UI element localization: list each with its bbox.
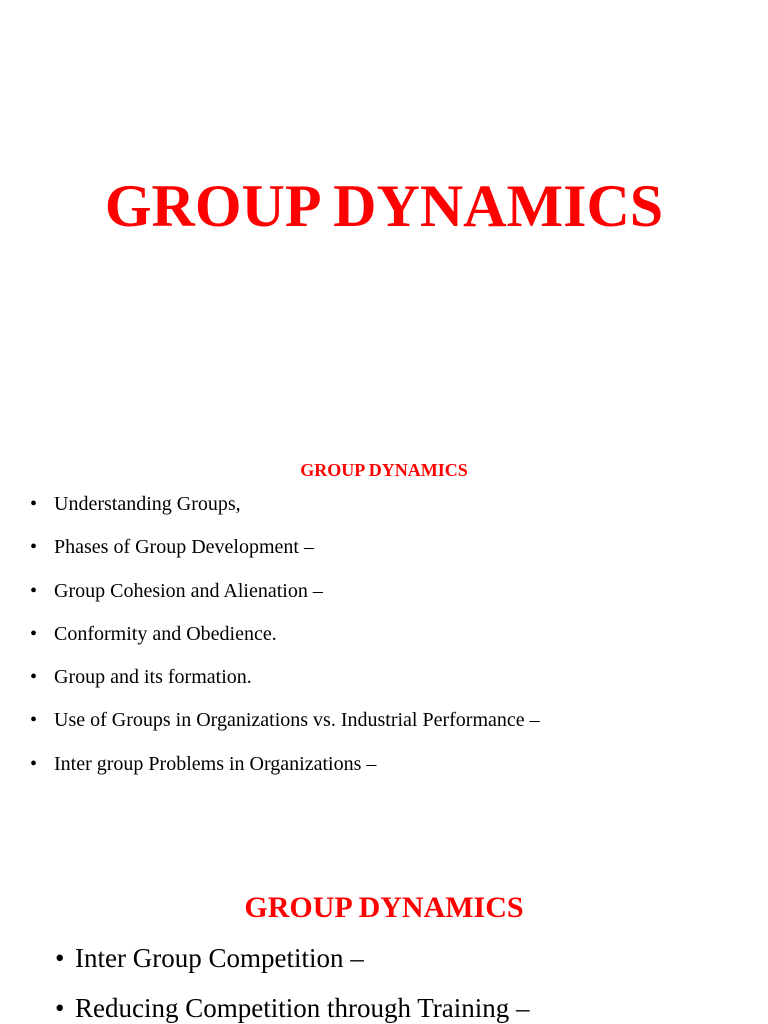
list-item: [30, 706, 540, 749]
slide-title: [0, 0, 768, 420]
list-item-text: Reducing Competition through Training –: [75, 993, 530, 1023]
bullet-icon: •: [30, 752, 38, 775]
list-item-text: Phases of Group Development –: [54, 536, 314, 559]
list-item: [30, 663, 540, 706]
list-item-text: Inter group Problems in Organizations –: [54, 752, 377, 775]
slide-topics: [0, 420, 768, 840]
slide-competition: [0, 840, 768, 1024]
list-item: [30, 533, 540, 576]
list-item: [55, 940, 530, 990]
slide-1-title: GROUP DYNAMICS: [104, 173, 664, 239]
bullet-icon: •: [30, 622, 38, 645]
list-item-text: Conformity and Obedience.: [54, 622, 277, 645]
bullet-icon: •: [55, 943, 65, 973]
list-item-text: Group Cohesion and Alienation –: [54, 579, 323, 602]
list-item: [30, 620, 540, 663]
bullet-icon: •: [55, 993, 65, 1023]
list-item-text: Group and its formation.: [54, 666, 252, 689]
bullet-icon: •: [30, 579, 38, 602]
slide-2-title: GROUP DYNAMICS: [300, 460, 468, 480]
list-item: [30, 490, 540, 533]
bullet-icon: •: [30, 709, 38, 732]
competition-list: [55, 940, 530, 1024]
list-item-text: Understanding Groups,: [54, 493, 241, 515]
list-item: [30, 577, 540, 620]
bullet-icon: •: [30, 536, 38, 559]
list-item-text: Use of Groups in Organizations vs. Industrial Performance –: [54, 709, 540, 732]
topic-list: [30, 490, 540, 793]
list-item: [30, 750, 540, 793]
list-item: [55, 990, 530, 1024]
slide-3-title: GROUP DYNAMICS: [244, 891, 524, 924]
bullet-icon: •: [30, 493, 38, 515]
list-item-text: Inter Group Competition –: [75, 943, 364, 973]
bullet-icon: •: [30, 666, 38, 689]
